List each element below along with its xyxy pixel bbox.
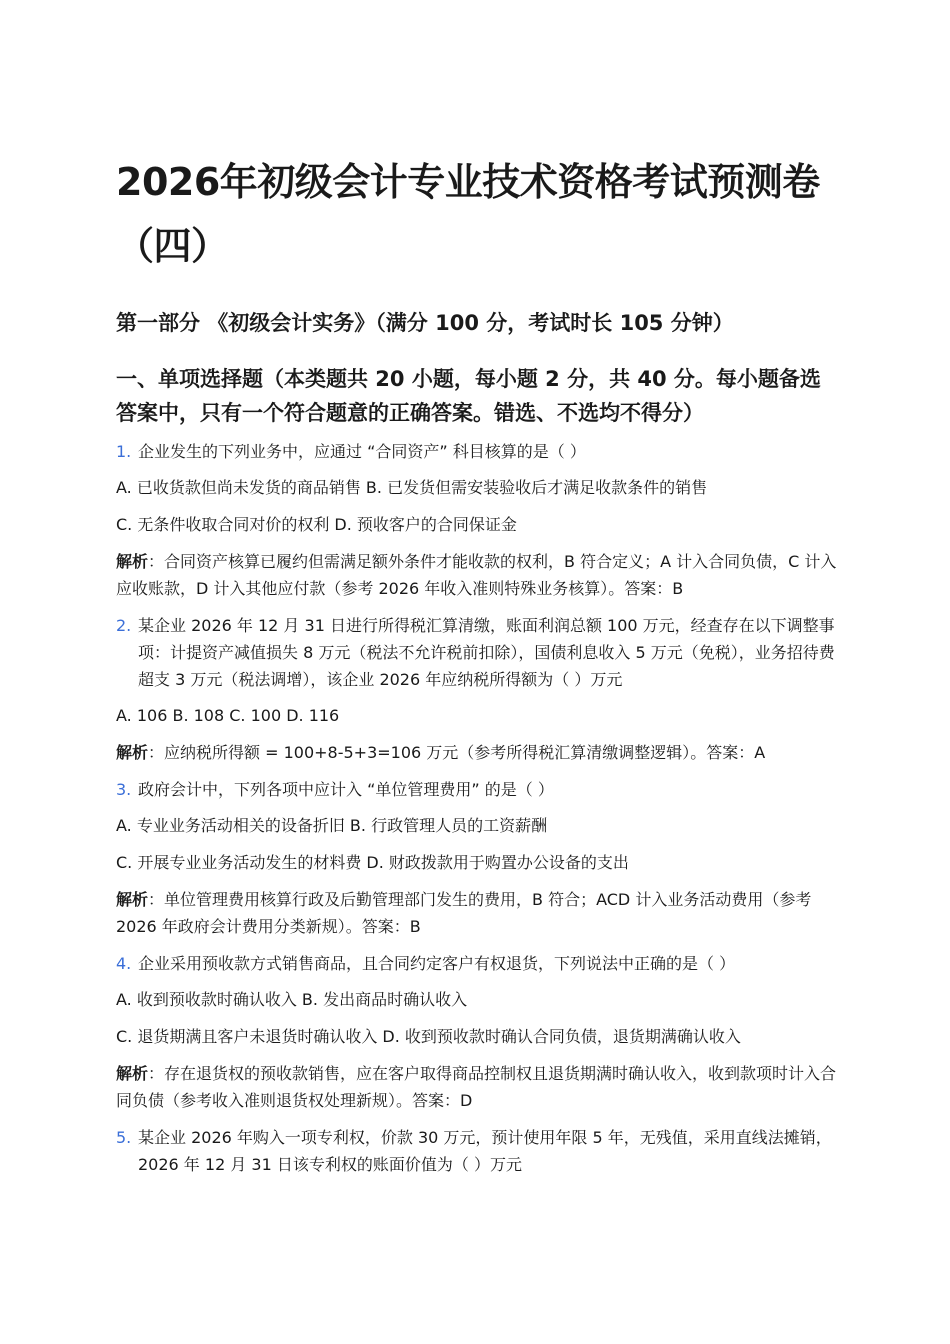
question-1 bbox=[116, 438, 841, 465]
question-number: 3. bbox=[116, 780, 132, 799]
question-text: 某企业 2026 年购入一项专利权，价款 30 万元，预计使用年限 5 年，无残值，采用直线法摊销，2026 年 12 月 31 日该专利权的账面价值为（ ）万元 bbox=[138, 1128, 832, 1174]
question-number: 1. bbox=[116, 442, 132, 461]
question-options: C. 无条件收取合同对价的权利 D. 预收客户的合同保证金 bbox=[116, 515, 517, 534]
question-text: 政府会计中，下列各项中应计入 “单位管理费用” 的是（ ） bbox=[138, 780, 554, 799]
analysis-text: ：合同资产核算已履约但需满足额外条件才能收款的权利，B 符合定义；A 计入合同负债，C 计入应收账款，D 计入其他应付款（参考 2026 年收入准则特殊业务核算）。答案：B bbox=[116, 552, 837, 598]
question-options: A. 已收货款但尚未发货的商品销售 B. 已发货但需安装验收后才满足收款条件的销售 bbox=[116, 478, 708, 497]
analysis-label: 解析 bbox=[116, 1064, 149, 1083]
document-title: 2026年初级会计专业技术资格考试预测卷（四） bbox=[116, 160, 820, 268]
analysis-text: ：存在退货权的预收款销售，应在客户取得商品控制权且退货期满时确认收入，收到款项时计入合同负债（参考收入准则退货权处理新规）。答案：D bbox=[116, 1064, 837, 1110]
question-analysis bbox=[116, 886, 841, 940]
question-2 bbox=[116, 612, 841, 693]
question-5 bbox=[116, 1124, 841, 1178]
analysis-label: 解析 bbox=[116, 552, 149, 571]
question-text: 企业采用预收款方式销售商品，且合同约定客户有权退货，下列说法中正确的是（ ） bbox=[138, 954, 736, 973]
question-text: 企业发生的下列业务中，应通过 “合同资产” 科目核算的是（ ） bbox=[138, 442, 586, 461]
question-analysis bbox=[116, 1060, 841, 1114]
document-page bbox=[116, 150, 841, 1187]
question-text: 某企业 2026 年 12 月 31 日进行所得税汇算清缴，账面利润总额 100 万元，经查存在以下调整事项：计提资产减值损失 8 万元（税法不允许税前扣除），国债利息收入 5 万元（免税），业务招待费超支 3 万元（税法调增），该企业 2026 年应纳税所得额为（ ）万元 bbox=[138, 616, 835, 689]
question-analysis bbox=[116, 739, 841, 766]
question-analysis bbox=[116, 548, 841, 602]
question-3 bbox=[116, 776, 841, 803]
analysis-text: ：应纳税所得额 = 100+8-5+3=106 万元（参考所得税汇算清缴调整逻辑）。答案：A bbox=[148, 743, 766, 762]
analysis-text: ：单位管理费用核算行政及后勤管理部门发生的费用，B 符合；ACD 计入业务活动费用（参考 2026 年政府会计费用分类新规）。答案：B bbox=[116, 890, 812, 936]
question-number: 4. bbox=[116, 954, 132, 973]
question-options: C. 退货期满且客户未退货时确认收入 D. 收到预收款时确认合同负债，退货期满确认收入 bbox=[116, 1027, 741, 1046]
section-title: 一、单项选择题（本类题共 20 小题，每小题 2 分，共 40 分。每小题备选答案中，只有一个符合题意的正确答案。错选、不选均不得分） bbox=[116, 367, 821, 425]
question-options: A. 收到预收款时确认收入 B. 发出商品时确认收入 bbox=[116, 990, 468, 1009]
question-4 bbox=[116, 950, 841, 977]
part-title: 第一部分 《初级会计实务》（满分 100 分，考试时长 105 分钟） bbox=[116, 311, 734, 335]
analysis-label: 解析 bbox=[116, 743, 149, 762]
question-number: 5. bbox=[116, 1128, 132, 1147]
question-number: 2. bbox=[116, 616, 132, 635]
question-options: A. 专业业务活动相关的设备折旧 B. 行政管理人员的工资薪酬 bbox=[116, 816, 548, 835]
question-options: C. 开展专业业务活动发生的材料费 D. 财政拨款用于购置办公设备的支出 bbox=[116, 853, 629, 872]
analysis-label: 解析 bbox=[116, 890, 149, 909]
question-options: A. 106 B. 108 C. 100 D. 116 bbox=[116, 706, 340, 725]
